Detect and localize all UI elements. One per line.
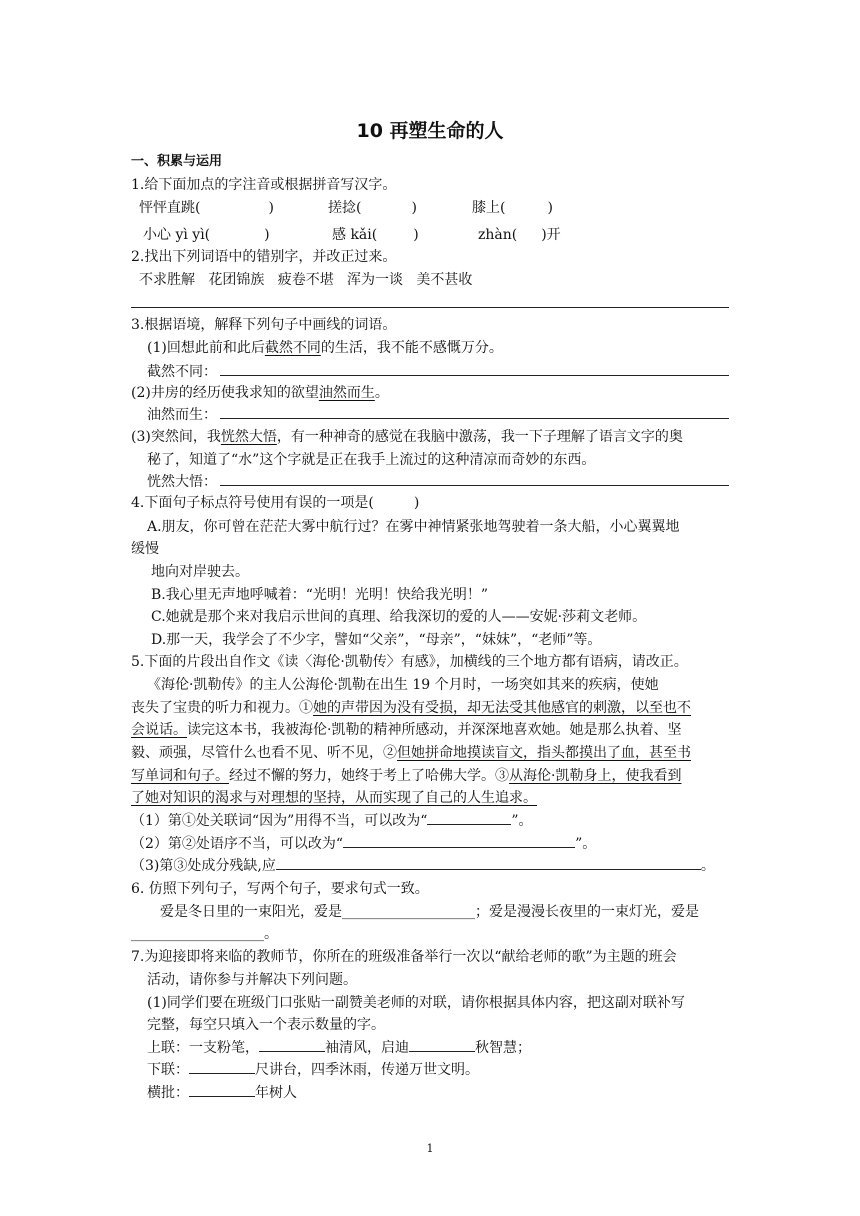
q3-s2-post: 。 (374, 385, 389, 401)
q1-item-4 (143, 226, 270, 244)
couplet-lower (147, 1061, 479, 1079)
q5-question-1 (131, 812, 533, 830)
q1-stem: 1.给下面加点的字注音或根据拼音写汉字。 (131, 177, 397, 193)
q3-sentence-3 (131, 428, 683, 446)
q5-q1-blank[interactable] (427, 812, 511, 825)
q5-q1-close: ”。 (511, 813, 533, 829)
q3-stem: 3.根据语境，解释下列句子中画线的词语。 (131, 317, 397, 333)
answer-line (220, 375, 729, 376)
couplet-blank-3[interactable] (189, 1061, 255, 1074)
q7-sub-1-line-1: (1)同学们要在班级门口张贴一副赞美老师的对联，请你根据具体内容，把这副对联补写 (147, 995, 685, 1011)
q3-s2-underlined: 油然而生 (318, 385, 375, 401)
q5-q2-blank[interactable] (343, 835, 575, 848)
page-title: 10 再塑生命的人 (356, 120, 504, 142)
q5-p2-underlined: 她的声带因为没有受损，却无法受其他感官的刺激，以至也不 (313, 700, 691, 716)
couplet-lower-a: 下联： (147, 1062, 189, 1078)
q5-p2-text: 丧失了宝贵的听力和视力。① (131, 700, 313, 716)
q3-sentence-1 (147, 339, 503, 357)
q7-stem-line-2: 活动，请你参与并解决下列问题。 (147, 972, 357, 988)
q6-l1-b: ；爱是漫漫长夜里的一束灯光，爱是 (475, 904, 699, 920)
couplet-upper (147, 1039, 531, 1057)
couplet-blank-4[interactable] (189, 1084, 255, 1097)
q5-p5-text: 经过不懈的努力，她终于考上了哈佛大学。③ (229, 768, 509, 784)
q4-option-a-line-2: 缓慢 (131, 541, 159, 557)
q2-words: 不求胜解 花团锦族 疲卷不堪 浑为一谈 美不甚收 (139, 272, 473, 288)
q5-q3-close: 。 (700, 858, 715, 874)
q1-item-1 (139, 199, 274, 217)
q1-item-3 (472, 199, 553, 217)
couplet-horizontal-a: 横批： (147, 1085, 189, 1101)
q1-item-1-close: ) (268, 200, 274, 216)
q6-blank-2[interactable]: ___________________ (131, 926, 264, 942)
q3-sentence-3-line-2: 秘了，知道了“水”这个字就是正在我手上流过的这种清凉而奇妙的东西。 (147, 452, 596, 468)
q5-q2-close: ”。 (575, 836, 597, 852)
page-number: 1 (426, 1142, 434, 1155)
q5-p4-underlined: 但她拼命地摸读盲文，指头都摸出了血，甚至书 (397, 745, 691, 761)
q5-passage-line-2 (131, 699, 691, 717)
q6-l2-end: 。 (264, 926, 278, 942)
q5-stem: 5.下面的片段出自作文《读〈海伦·凯勒传〉有感》，加横线的三个地方都有语病，请改正。 (131, 654, 688, 670)
q4-stem (131, 494, 419, 512)
q5-p5-underlined-2: 从海伦·凯勒身上，使我看到 (509, 768, 682, 784)
q4-stem-text: 4.下面句子标点符号使用有误的一项是( (131, 495, 374, 511)
q1-item-5 (332, 226, 419, 244)
couplet-blank-2[interactable] (409, 1039, 475, 1052)
q5-passage-line-3 (131, 721, 681, 739)
q6-l1-a: 爱是冬日里的一束阳光，爱是 (160, 904, 342, 920)
q3-answer-1-label: 截然不同： (147, 364, 217, 380)
couplet-blank-1[interactable] (259, 1039, 325, 1052)
answer-line (220, 418, 729, 419)
q5-passage-line-6 (131, 789, 537, 807)
q3-s2-pre: (2)井房的经历使我求知的欲望 (131, 385, 319, 401)
couplet-horizontal-b: 年树人 (255, 1085, 297, 1101)
q5-q3-text: （3)第③处成分残缺,应 (131, 858, 276, 874)
q5-q1-text: （1）第①处关联词“因为”用得不当，可以改为“ (131, 813, 428, 829)
q1-item-2-text: 搓捻( (328, 200, 362, 216)
q3-answer-2-label: 油然而生： (147, 407, 217, 423)
q3-answer-3-label: 恍然大悟： (147, 474, 217, 490)
couplet-horizontal (147, 1084, 297, 1102)
answer-line (220, 485, 729, 486)
section-heading: 一、积累与运用 (131, 154, 223, 169)
q4-option-d: D.那一天，我学会了不少字，譬如“父亲”，“母亲”，“妹妹”，“老师”等。 (151, 632, 602, 648)
q4-stem-close: ) (413, 495, 420, 511)
q6-line-2 (131, 925, 278, 943)
q5-p5-underlined: 写单词和句子。 (131, 768, 229, 784)
q3-s3-pre: (3)突然间，我 (131, 429, 221, 445)
q1-item-2 (328, 199, 417, 217)
q3-sentence-2 (131, 384, 389, 402)
q3-s1-underlined: 截然不同 (264, 340, 321, 356)
q5-p6-underlined: 了她对知识的渴求与对理想的坚持，从而实现了自己的人生追求。 (131, 790, 537, 806)
q1-item-1-text: 怦怦直跳( (139, 200, 201, 216)
q6-blank-1[interactable]: ___________________ (342, 904, 475, 920)
q5-question-3 (131, 857, 715, 875)
q5-q3-blank[interactable] (276, 857, 701, 870)
q1-item-3-close: ) (547, 200, 553, 216)
couplet-upper-a: 上联：一支粉笔， (147, 1040, 259, 1056)
q5-q2-text: （2）第②处语序不当，可以改为“ (131, 836, 344, 852)
q4-option-c: C.她就是那个来对我启示世间的真理、给我深切的爱的人——安妮·莎莉文老师。 (151, 609, 647, 625)
q5-p3-text: 读完这本书，我被海伦·凯勒的精神所感动，并深深地喜欢她。她是那么执着、坚 (187, 722, 682, 738)
q1-item-4-close: ) (264, 227, 270, 243)
q1-item-6-tail: )开 (541, 227, 561, 243)
q2-stem: 2.找出下列词语中的错别字，并改正过来。 (131, 249, 397, 265)
q5-question-2 (131, 835, 596, 853)
q1-item-6-text: zhàn( (478, 227, 518, 243)
q5-p4-text: 毅、顽强，尽管什么也看不见、听不见，② (131, 745, 397, 761)
q6-line-1 (160, 903, 699, 921)
answer-line (131, 307, 729, 308)
q1-item-5-close: ) (413, 227, 419, 243)
q5-p3-underlined: 会说话。 (131, 722, 187, 738)
q5-passage-line-5 (131, 767, 681, 785)
q7-sub-1-line-2: 完整，每空只填入一个表示数量的字。 (147, 1017, 385, 1033)
q3-s1-post: 的生活，我不能不感慨万分。 (320, 340, 503, 356)
couplet-lower-b: 尺讲台，四季沐雨，传递万世文明。 (255, 1062, 479, 1078)
q1-item-2-close: ) (411, 200, 417, 216)
q4-option-a-line-3: 地向对岸驶去。 (151, 564, 249, 580)
q4-option-b: B.我心里无声地呼喊着：“光明！光明！快给我光明！” (151, 587, 489, 603)
q3-s3-underlined: 恍然大悟 (220, 429, 277, 445)
q4-option-a-line-1: A.朋友，你可曾在茫茫大雾中航行过？在雾中神情紧张地驾驶着一条大船，小心翼翼地 (147, 519, 680, 535)
q1-item-6 (478, 226, 561, 244)
q5-passage-line-4 (131, 744, 691, 762)
q7-stem-line-1: 7.为迎接即将来临的教师节，你所在的班级准备举行一次以“献给老师的歌”为主题的班会 (131, 949, 677, 965)
q1-item-3-text: 膝上( (472, 200, 506, 216)
couplet-upper-c: 秋智慧； (475, 1040, 531, 1056)
q3-s1-pre: (1)回想此前和此后 (147, 340, 265, 356)
q3-s3-post: ，有一种神奇的感觉在我脑中激荡，我一下子理解了语言文字的奥 (276, 429, 683, 445)
q6-stem: 6. 仿照下列句子，写两个句子，要求句式一致。 (131, 881, 429, 897)
q1-item-4-text: 小心 yì yì( (143, 227, 211, 243)
q5-passage-line-1: 《海伦·凯勒传》的主人公海伦·凯勒在出生 19 个月时，一场突如其来的疾病，使她 (147, 677, 659, 693)
q1-item-5-text: 感 kǎi( (332, 227, 378, 243)
couplet-upper-b: 袖清风，启迪 (325, 1040, 409, 1056)
